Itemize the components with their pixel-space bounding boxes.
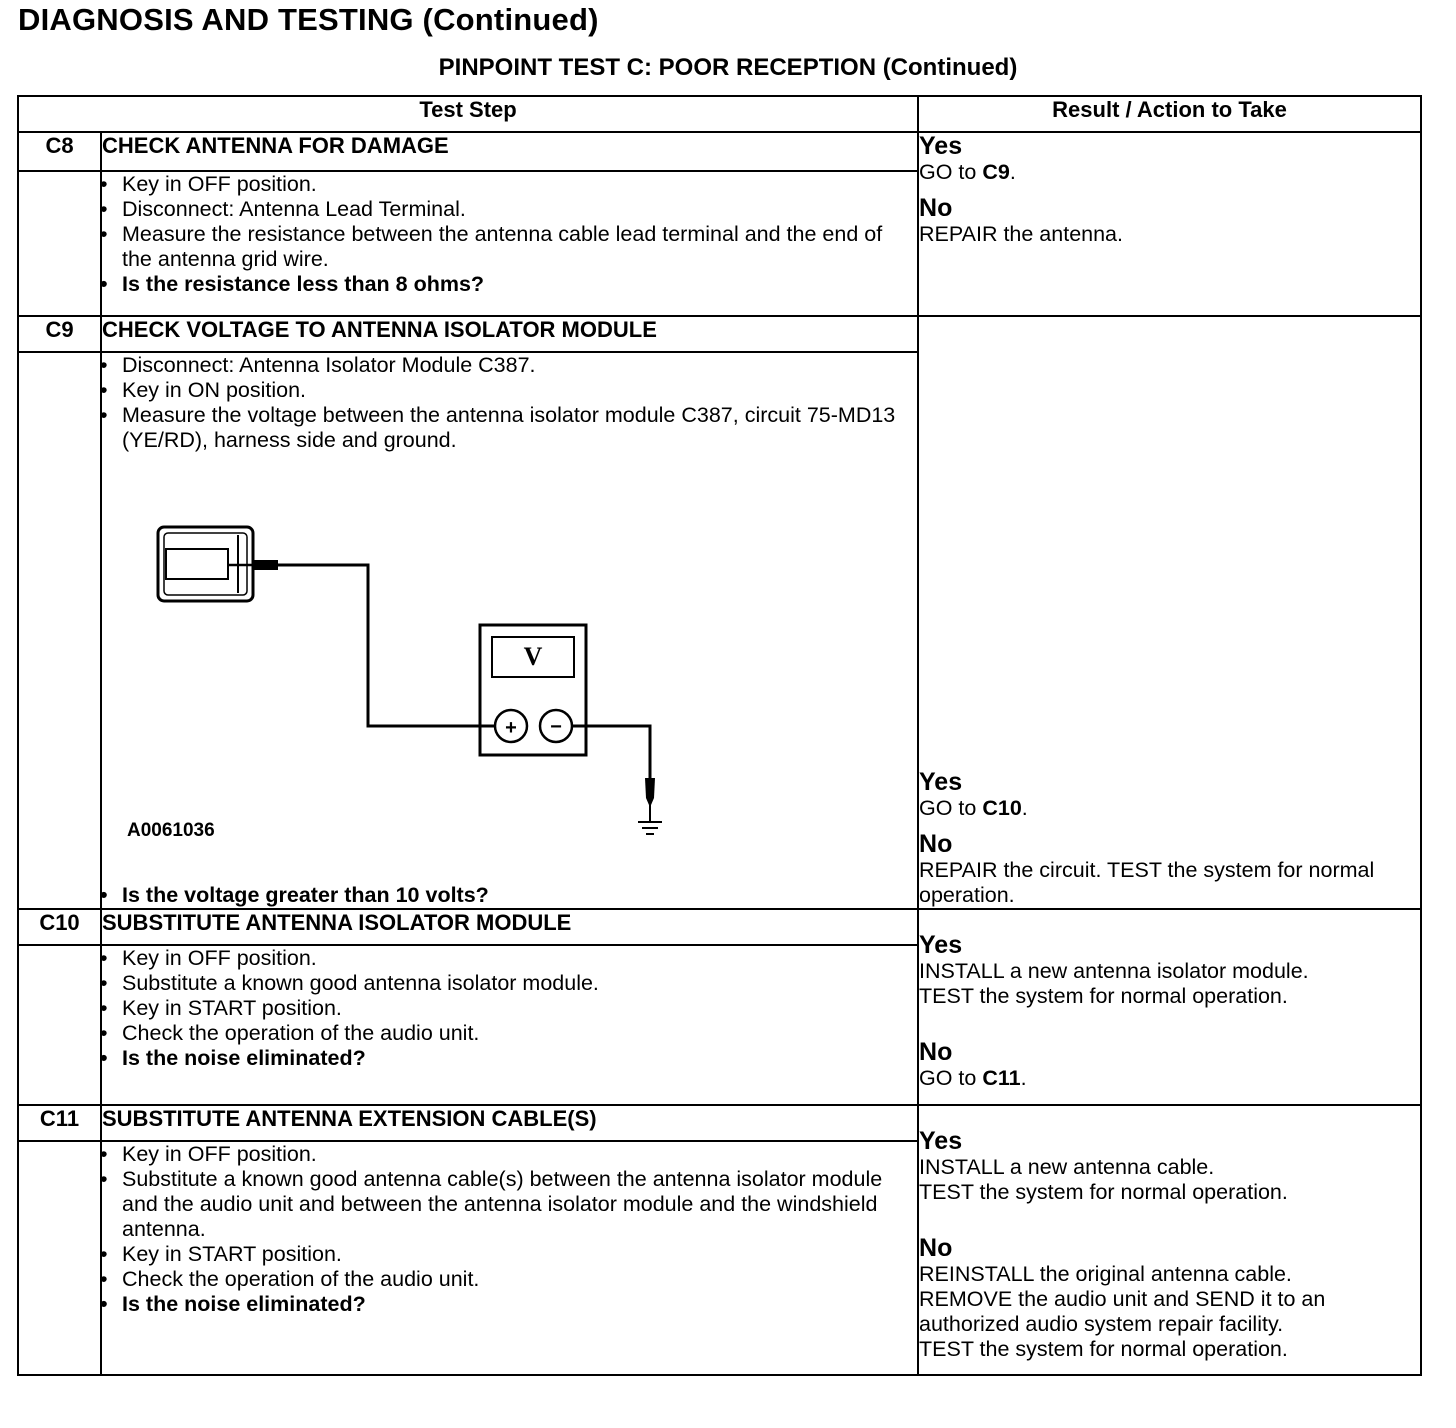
list-item: • Substitute a known good antenna isolator module. <box>102 971 917 996</box>
step-question: • Is the resistance less than 8 ohms? <box>102 272 917 297</box>
meter-label: V <box>523 642 543 671</box>
pinpoint-test-title: PINPOINT TEST C: POOR RECEPTION (Continued) <box>438 54 1018 81</box>
no-action: REPAIR the circuit. TEST the system for normal operation. <box>919 858 1375 907</box>
no-label: No <box>919 830 953 858</box>
positive-test-lead <box>278 565 480 726</box>
step-question: • Is the voltage greater than 10 volts? <box>102 883 917 908</box>
step-instructions <box>101 945 918 1105</box>
list-item: • Key in OFF position. <box>102 1142 917 1167</box>
step-title: SUBSTITUTE ANTENNA ISOLATOR MODULE <box>101 909 918 945</box>
step-id: C10 <box>18 909 101 945</box>
list-item: • Key in OFF position. <box>102 172 917 197</box>
step-result <box>918 1105 1421 1375</box>
list-item: • Key in START position. <box>102 1242 917 1267</box>
yes-action: TEST the system for normal operation. <box>919 984 1288 1008</box>
step-result <box>918 316 1421 909</box>
step-id: C9 <box>18 316 101 352</box>
ground-symbol-icon <box>638 822 662 834</box>
step-title: CHECK ANTENNA FOR DAMAGE <box>101 132 918 171</box>
no-action: REINSTALL the original antenna cable. <box>919 1262 1292 1286</box>
list-item: • Key in START position. <box>102 996 917 1021</box>
isolator-module-icon <box>158 527 278 601</box>
header-test-step: Test Step <box>18 96 918 132</box>
yes-action: INSTALL a new antenna cable. <box>919 1155 1215 1179</box>
list-item: • Measure the voltage between the antenna isolator module C387, circuit 75-MD13 (YE/RD), harness side and ground. <box>102 403 917 453</box>
page-title: DIAGNOSIS AND TESTING (Continued) <box>18 2 599 37</box>
table-header-row <box>18 96 1421 132</box>
step-question: • Is the noise eliminated? <box>102 1292 917 1317</box>
list-item: • Check the operation of the audio unit. <box>102 1021 917 1046</box>
step-result <box>918 132 1421 316</box>
step-c8-title-row <box>18 132 1421 171</box>
yes-action: GO to C9. <box>919 160 1016 184</box>
step-question: • Is the noise eliminated? <box>102 1046 917 1071</box>
no-action: TEST the system for normal operation. <box>919 1337 1288 1361</box>
no-action: REMOVE the audio unit and SEND it to an authorized audio system repair facility. <box>919 1287 1326 1336</box>
voltmeter-icon <box>480 625 586 755</box>
step-instructions <box>101 171 918 316</box>
no-label: No <box>919 1234 953 1262</box>
list-item: • Key in ON position. <box>102 378 917 403</box>
pinpoint-test-table <box>17 95 1422 1376</box>
list-item: • Measure the resistance between the antenna cable lead terminal and the end of the antenna grid wire. <box>102 222 917 272</box>
yes-label: Yes <box>919 768 963 796</box>
list-item: • Substitute a known good antenna cable(s) between the antenna isolator module and the audio unit and between the antenna isolator module and the windshield antenna. <box>102 1167 917 1242</box>
yes-action: INSTALL a new antenna isolator module. <box>919 959 1309 983</box>
no-action: REPAIR the antenna. <box>919 222 1123 246</box>
voltage-test-diagram <box>102 453 917 883</box>
no-label: No <box>919 1038 953 1066</box>
wiring-diagram <box>102 453 882 883</box>
step-c11-title-row <box>18 1105 1421 1141</box>
list-item: • Disconnect: Antenna Lead Terminal. <box>102 197 917 222</box>
minus-terminal: − <box>550 716 562 738</box>
list-item: • Disconnect: Antenna Isolator Module C387. <box>102 353 917 378</box>
step-id: C8 <box>18 132 101 171</box>
step-title: SUBSTITUTE ANTENNA EXTENSION CABLE(S) <box>101 1105 918 1141</box>
step-c9-title-row <box>18 316 1421 352</box>
yes-label: Yes <box>919 1127 963 1155</box>
yes-label: Yes <box>919 931 963 959</box>
step-result <box>918 909 1421 1105</box>
step-c10-title-row <box>18 909 1421 945</box>
no-label: No <box>919 194 953 222</box>
step-id: C11 <box>18 1105 101 1141</box>
yes-action: TEST the system for normal operation. <box>919 1180 1288 1204</box>
step-instructions <box>101 1141 918 1375</box>
header-result: Result / Action to Take <box>918 96 1421 132</box>
figure-id: A0061036 <box>127 820 215 841</box>
yes-action: GO to C10. <box>919 796 1028 820</box>
step-title: CHECK VOLTAGE TO ANTENNA ISOLATOR MODULE <box>101 316 918 352</box>
plus-terminal: + <box>505 717 517 739</box>
list-item: • Key in OFF position. <box>102 946 917 971</box>
no-action: GO to C11. <box>919 1066 1027 1090</box>
step-instructions <box>101 352 918 909</box>
list-item: • Check the operation of the audio unit. <box>102 1267 917 1292</box>
yes-label: Yes <box>919 132 963 160</box>
probe-tip-icon <box>645 778 655 821</box>
